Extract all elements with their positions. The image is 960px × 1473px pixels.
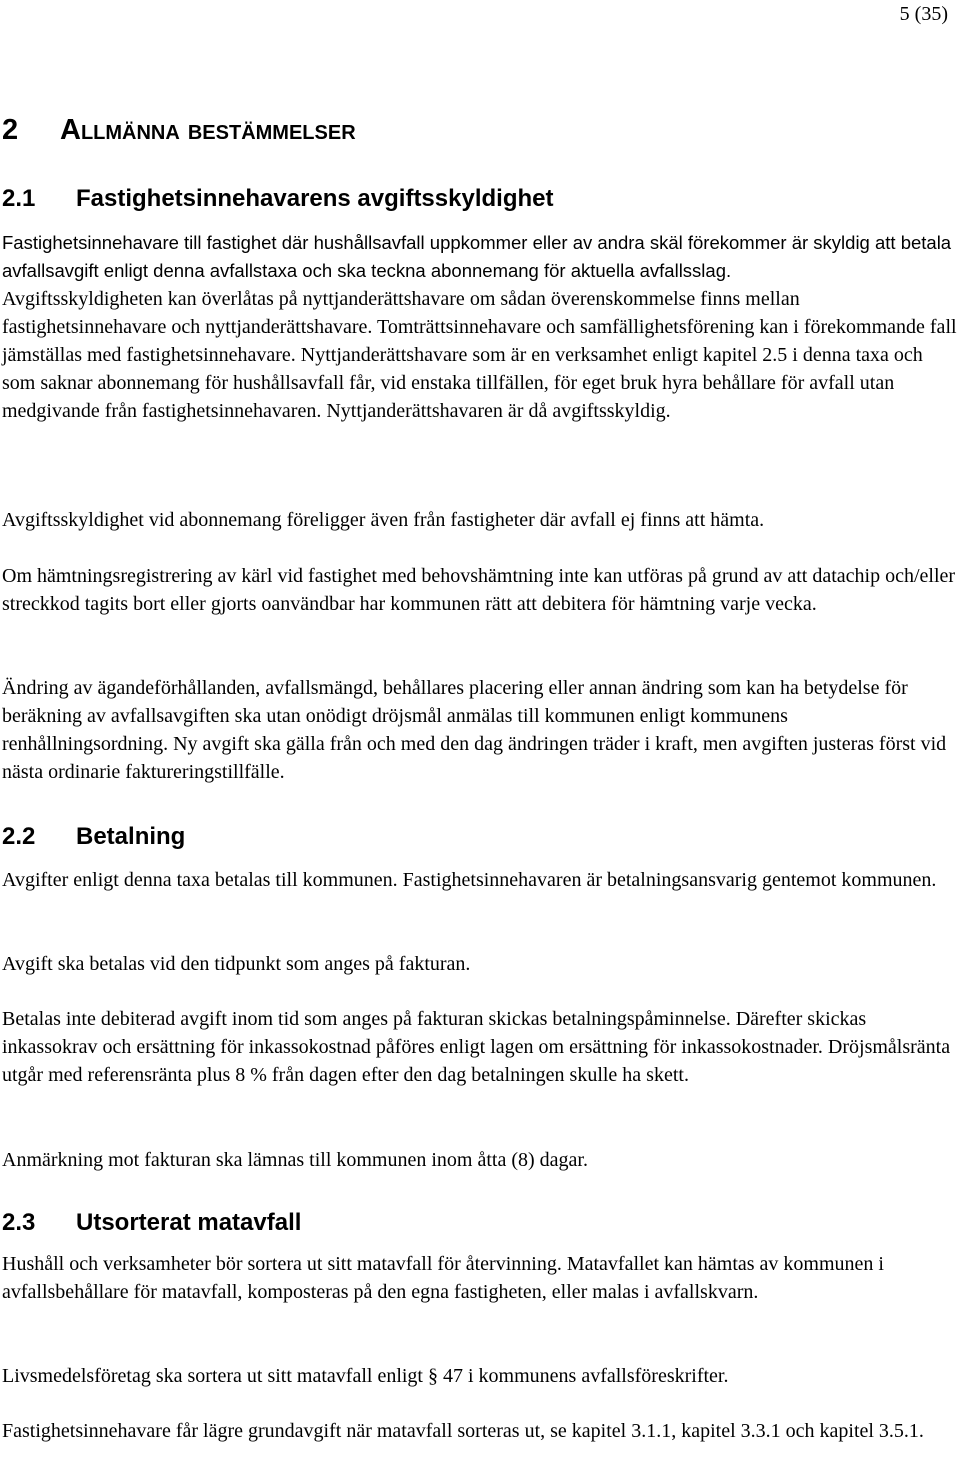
section-2-2-number: 2.2 [2,823,36,850]
section-2-2-paragraph-1: Avgifter enligt denna taxa betalas till kommunen. Fastighetsinnehavaren är betalningsansvarig gentemot kommunen. [2,869,937,891]
section-2-number: 2 [2,114,19,146]
section-2-3-paragraph-3: Fastighetsinnehavare får lägre grundavgift när matavfall sorteras ut, se kapitel 3.1.1, kapitel 3.3.1 och kapitel 3.5.1. [2,1420,924,1442]
section-2-3-paragraph-2: Livsmedelsföretag ska sortera ut sitt matavfall enligt § 47 i kommunens avfallsföreskrifter. [2,1365,729,1387]
section-2-3-paragraph-1: Hushåll och verksamheter bör sortera ut sitt matavfall för återvinning. Matavfallet kan hämtas av kommunen i avfallsbehållare för matavfall, komposteras på den egna fastigheten, eller malas i avfallskvarn. [2,1253,884,1303]
section-2-1-paragraph-2: Avgiftsskyldighet vid abonnemang föreligger även från fastigheter där avfall ej finns att hämta. [2,509,765,531]
section-2-3-heading [2,1208,301,1238]
section-2-3-title: Utsorterat matavfall [76,1209,302,1236]
section-2-2-paragraph-2: Avgift ska betalas vid den tidpunkt som anges på fakturan. [2,953,471,975]
section-2-2-title: Betalning [76,823,186,850]
section-2-1-paragraph-3: Om hämtningsregistrering av kärl vid fastighet med behovshämtning inte kan utföras på grund av att datachip och/eller streckkod tagits bort eller gjorts oanvändbar har kommunen rätt att debitera för hämtning varje vecka. [2,565,956,615]
page-number: 5 (35) [899,3,948,25]
section-2-1-title: Fastighetsinnehavarens avgiftsskyldighet [76,185,554,212]
section-2-2-paragraph-4: Anmärkning mot fakturan ska lämnas till kommunen inom åtta (8) dagar. [2,1149,588,1171]
section-2-title: Allmänna bestämmelser [60,114,356,146]
section-2-3-number: 2.3 [2,1209,36,1236]
section-2-1-paragraph-4: Ändring av ägandeförhållanden, avfallsmängd, behållares placering eller annan ändring som kan ha betydelse för beräkning av avfallsavgiften ska utan onödigt dröjsmål anmälas till kommunen enligt kommunens renhållningsordning. Ny avgift ska gälla från och med den dag ändringen träder i kraft, men avgiften justeras först vid nästa ordinarie faktureringstillfälle. [2,677,947,783]
section-2-2-heading [2,822,185,852]
section-2-2-paragraph-3: Betalas inte debiterad avgift inom tid som anges på fakturan skickas betalningspåminnelse. Därefter skickas inkassokrav och ersättning för inkassokostnad påföres enligt lagen om ersättning för inkassokostnader. Dröjsmålsränta utgår med referensränta plus 8 % från dagen efter den dag betalningen skulle ha skett. [2,1008,951,1086]
section-2-1-number: 2.1 [2,185,36,212]
section-2-heading [2,112,356,148]
section-2-1-paragraph-1: Avgiftsskyldigheten kan överlåtas på nyttjanderättshavare om sådan överenskommelse finns mellan fastighetsinnehavare och nyttjanderättshavare. Tomträttsinnehavare och samfällighetsförening kan i förekommande fall jämställas med fastighetsinnehavare. Nyttjanderättshavare som är en verksamhet enligt kapitel 2.5 i denna taxa och som saknar abonnemang för hushållsavfall får, vid enstaka tillfällen, för eget bruk hyra behållare för avfall utan medgivande från fastighetsinnehavaren. Nyttjanderättshavaren är då avgiftsskyldig. [2,288,957,422]
section-2-1-heading [2,184,553,214]
section-2-1-paragraph-1-sans: Fastighetsinnehavare till fastighet där hushållsavfall uppkommer eller av andra skäl förekommer är skyldig att betala avfallsavgift enligt denna avfallstaxa och ska teckna abonnemang för aktuella avfallsslag. [2,232,952,281]
